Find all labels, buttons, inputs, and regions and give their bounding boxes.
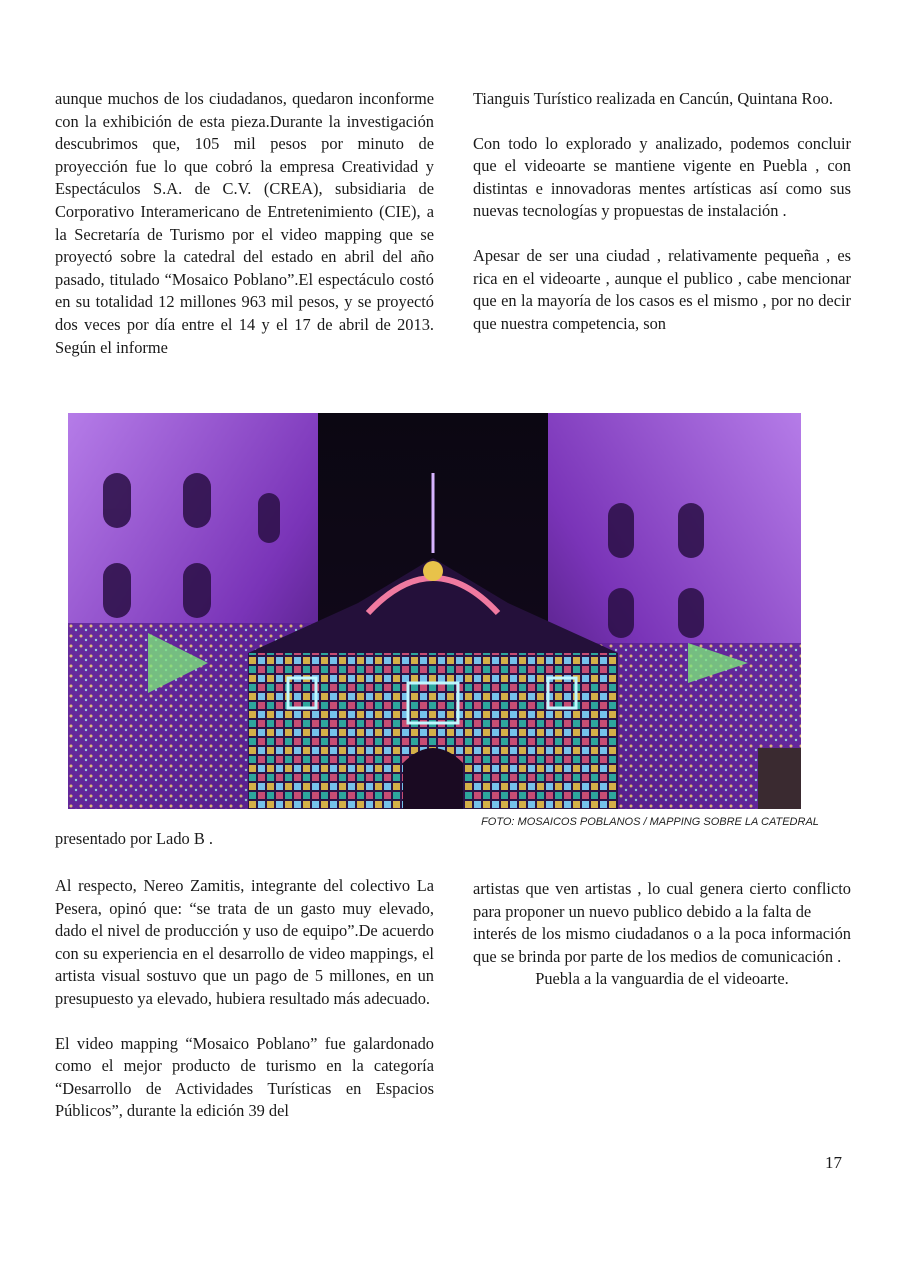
left-column-bottom [55,875,434,1123]
right-column-bottom [473,878,851,991]
closing-line: Puebla a la vanguardia de el videoarte. [535,969,789,989]
body-paragraph: Con todo lo explorado y analizado, podemos concluir que el videoarte se mantiene vigente en Puebla , con distintas e innovadoras mentes artísticas así como sus nuevas tecnologías y propuestas de instalación . [473,133,851,221]
photo-caption: FOTO: MOSAICOS POBLANOS / MAPPING SOBRE LA CATEDRAL [481,816,819,828]
body-paragraph: presentado por Lado B . [55,829,213,848]
page-number: 17 [825,1153,842,1172]
right-column-top [473,88,851,335]
left-column-top [55,88,434,359]
body-paragraph: aunque muchos de los ciudadanos, quedaron inconforme con la exhibición de esta pieza.Durante la investigación descubrimos que, 105 mil pesos por minuto de proyección fue lo que cobró la empresa Creatividad y Espectáculos S.A. de C.V. (CREA), subsidiaria de Corporativo Interamericano de Entretenimiento (CIE), a la Secretaría de Turismo por el video mapping que se proyectó sobre la catedral del estado en abril del año pasado, titulado “Mosaico Poblano”.El espectáculo costó en su totalidad 12 millones 963 mil pesos, y se proyectó dos veces por día entre el 14 y el 17 de abril de 2013. Según el informe [55,89,434,357]
body-paragraph: Tianguis Turístico realizada en Cancún, Quintana Roo. [473,89,833,108]
left-column-continuation [55,828,434,851]
cathedral-illustration [68,413,801,809]
body-paragraph: El video mapping “Mosaico Poblano” fue galardonado como el mejor producto de turismo en la categoría “Desarrollo de Actividades Turísticas en Espacios Públicos”, durante la edición 39 del [55,1033,434,1121]
body-paragraph: interés de los mismo ciudadanos o a la poca información que se brinda por parte de los medios de comunicación . [473,924,851,966]
body-paragraph: Apesar de ser una ciudad , relativamente pequeña , es rica en el videoarte , aunque el publico , cabe mencionar que en la mayoría de los casos es el mismo , por no decir que nuestra competencia, son [473,245,851,333]
body-paragraph: Al respecto, Nereo Zamitis, integrante del colectivo La Pesera, opinó que: “se trata de un gasto muy elevado, dado el nivel de producción y uso de equipo”.De acuerdo con su experiencia en el desarrollo de video mappings, el artista visual sostuvo que un pago de 5 millones, en un presupuesto ya elevado, hubiera resultado más adecuado. [55,876,434,1008]
body-paragraph: artistas que ven artistas , lo cual genera cierto conflicto para proponer un nuevo publico debido a la falta de [473,879,851,921]
cathedral-video-mapping-photo [68,413,801,809]
